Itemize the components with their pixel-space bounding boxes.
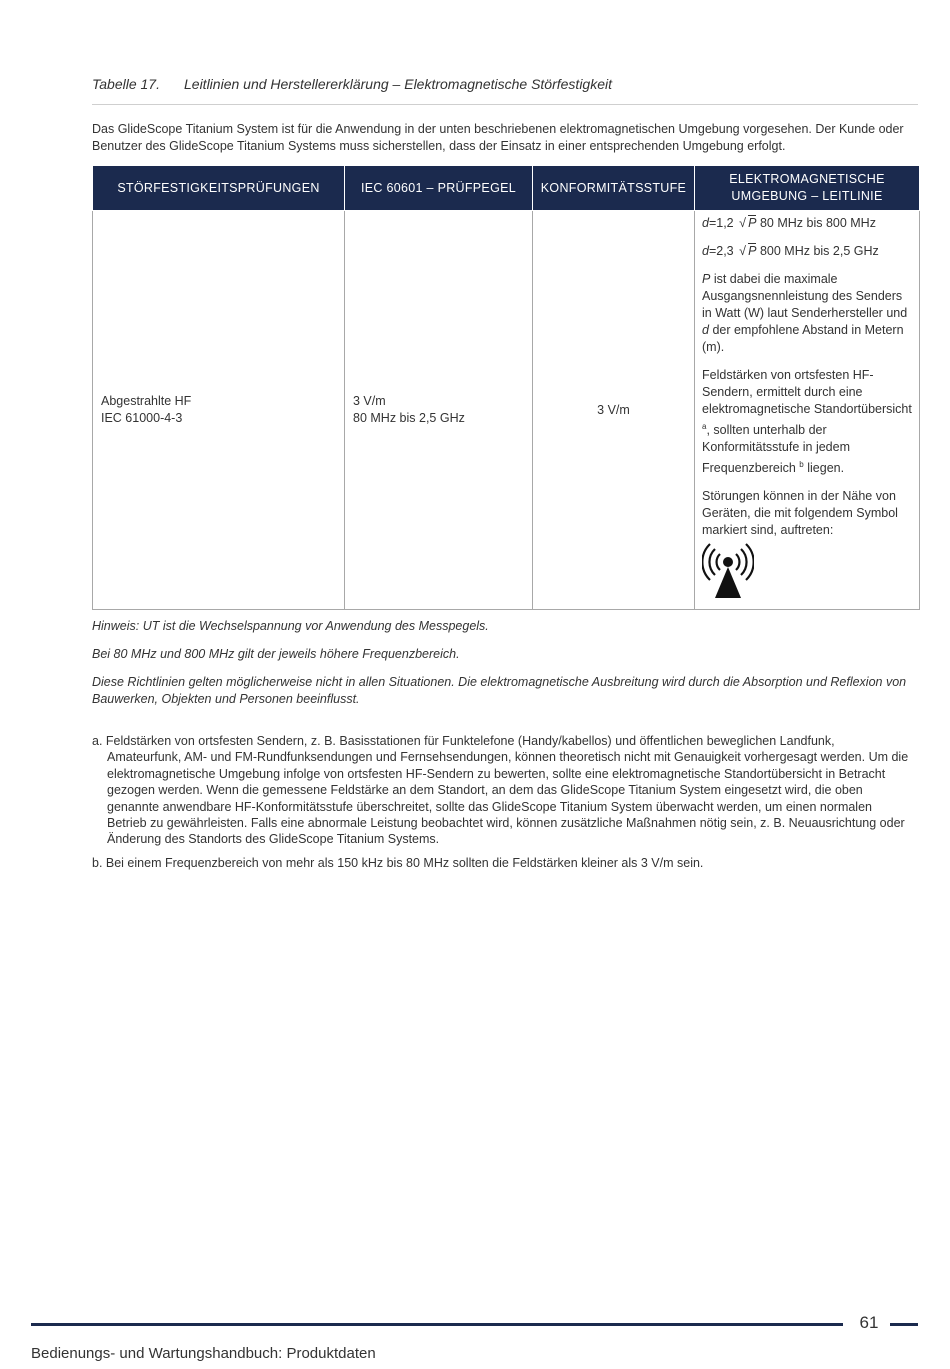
cell-test-level: [345, 211, 533, 610]
power-text-2: der empfohlene Abstand in Metern (m).: [702, 323, 904, 354]
table-header-row: [93, 166, 920, 211]
table-title: Leitlinien und Herstellererklärung – Elektromagnetische Störfestigkeit: [184, 76, 612, 92]
formula-low-var: d: [702, 216, 709, 230]
footnote-ref-b: b: [799, 460, 804, 470]
non-ionizing-radiation-icon: [702, 541, 754, 599]
test-standard: IEC 61000-4-3: [101, 411, 183, 425]
power-text-1: ist dabei die maximale Ausgangsnennleistung des Senders in Watt (W) laut Senderhersteller und: [702, 272, 908, 320]
header-test-level: IEC 60601 – PRÜFPEGEL: [345, 166, 533, 211]
table-caption: [92, 76, 918, 105]
field-text-1: Feldstärken von ortsfesten HF-Sendern, ermittelt durch eine elektromagnetische Standortübersicht: [702, 368, 912, 416]
footer-title: Bedienungs- und Wartungshandbuch: Produktdaten: [31, 1345, 376, 1362]
table-row: [93, 211, 920, 610]
test-level-range: 80 MHz bis 2,5 GHz: [353, 411, 465, 425]
formula-low: [702, 215, 913, 232]
formula-low-factor: =1,2: [708, 216, 734, 230]
field-strength-text: [702, 367, 913, 477]
cell-guideline: [695, 211, 920, 610]
formula-high-factor: =2,3: [708, 244, 734, 258]
page-number: 61: [859, 1313, 879, 1332]
immunity-table: [92, 166, 920, 610]
sqrt-symbol: [739, 216, 756, 230]
hint-text: ist die Wechselspannung vor Anwendung des Messpegels.: [162, 619, 489, 633]
hint-label: Hinweis:: [92, 619, 140, 633]
field-text-3: liegen.: [807, 461, 845, 476]
distance-var: d: [702, 323, 709, 337]
note-frequency: Bei 80 MHz und 800 MHz gilt der jeweils höhere Frequenzbereich.: [92, 647, 460, 661]
formula-high-var: d: [702, 244, 709, 258]
footnote-a: a. Feldstärken von ortsfesten Sendern, z. B. Basisstationen für Funktelefone (Handy/kabellos) und öffentlichen beweglichen Landfunk, Amateurfunk, AM- und FM-Rundfunksendungen und Fernsehsendungen, können theoretisch nicht mit Genauigkeit vorhergesagt werden. Um die elektromagnetische Umgebung infolge von ortsfesten HF-Sendern zu bewerten, sollte eine elektromagnetische Standortübersicht in Betracht gezogen werden. Wenn die gemessene Feldstärke an dem Standort, an dem das GlideScope Titanium System eingesetzt wird, die oben genannte anwendbare HF-Konformitätsstufe überschreitet, sollte das GlideScope Titanium System überwacht werden, um einen normalen Betrieb zu gewährleisten. Falls eine abnormale Leistung beobachtet wird, können zusätzliche Maßnahmen nötig sein, z. B. Neuausrichtung oder Änderung des Standorts des GlideScope Titanium Systems.: [92, 734, 909, 847]
sqrt-symbol: [739, 244, 756, 258]
footnote-b: b. Bei einem Frequenzbereich von mehr als 150 kHz bis 80 MHz sollten die Feldstärken kleiner als 3 V/m sein.: [92, 855, 704, 870]
compliance-value: 3 V/m: [597, 402, 630, 417]
test-name: Abgestrahlte HF: [101, 394, 192, 408]
cell-test: [93, 211, 345, 610]
hint-var: UT: [142, 619, 160, 633]
header-immunity-tests: STÖRFESTIGKEITSPRÜFUNGEN: [93, 166, 345, 211]
formula-high-range: 800 MHz bis 2,5 GHz: [759, 244, 879, 258]
cell-compliance: [533, 211, 695, 610]
footer-rule: [890, 1323, 918, 1326]
power-explanation: [702, 271, 913, 356]
formula-high-root: P: [748, 244, 757, 258]
power-var: P: [702, 272, 711, 286]
intro-paragraph: [92, 121, 918, 155]
interference-text: Störungen können in der Nähe von Geräten, die mit folgendem Symbol markiert sind, auftreten:: [702, 489, 898, 538]
header-compliance-level: KONFORMITÄTSSTUFE: [533, 166, 695, 211]
test-level-value: 3 V/m: [353, 394, 386, 408]
note-hint: [92, 618, 918, 635]
note-guidelines: Diese Richtlinien gelten möglicherweise nicht in allen Situationen. Die elektromagnetische Ausbreitung wird durch die Absorption und Reflexion von Bauwerken, Objekten und Personen beeinflusst.: [92, 675, 907, 706]
footnote-ref-a: a: [702, 422, 707, 431]
formula-high: [702, 243, 913, 260]
formula-low-root: P: [748, 216, 757, 230]
formula-low-range: 80 MHz bis 800 MHz: [759, 216, 876, 230]
header-environment-guideline: ELEKTROMAGNETISCHE UMGEBUNG – LEITLINIE: [695, 166, 920, 211]
intro-text: Das GlideScope Titanium System ist für die Anwendung in der unten beschriebenen elektromagnetischen Umgebung vorgesehen. Der Kunde oder Benutzer des GlideScope Titanium Systems muss sicherstellen, dass der Einsatz in einer entsprechenden Umgebung erfolgt.: [92, 122, 904, 153]
footnotes: [92, 733, 910, 878]
table-notes: [92, 618, 918, 719]
field-text-2: , sollten unterhalb der Konformitätsstufe in jedem Frequenzbereich: [702, 423, 850, 476]
table-number: Tabelle 17.: [92, 76, 160, 92]
footer-rule: [31, 1323, 843, 1326]
